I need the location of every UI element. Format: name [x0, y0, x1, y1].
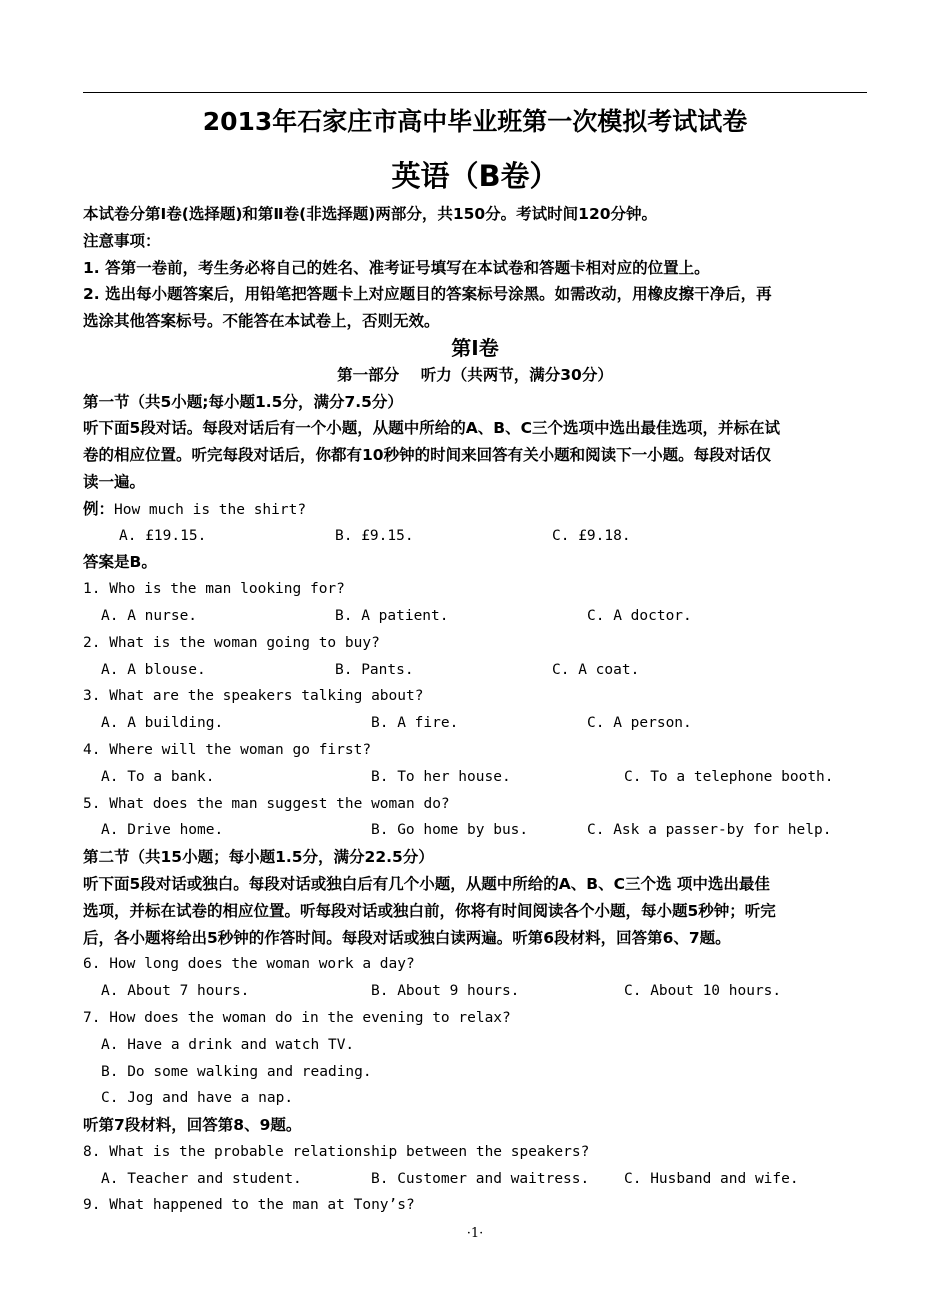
notice-item-1: 1. 答第一卷前，考生务必将自己的姓名、准考证号填写在本试卷和答题卡相对应的位置上。 — [83, 258, 710, 277]
material-7-instruction: 听第7段材料，回答第8、9题。 — [83, 1116, 302, 1135]
question-7-option-a: A. Have a drink and watch TV. — [101, 1036, 355, 1053]
question-9: 9. What happened to the man at Tony’s? — [83, 1197, 415, 1214]
option-a: A. About 7 hours. — [101, 983, 250, 1000]
question-7: 7. How does the woman do in the evening to relax? — [83, 1009, 511, 1026]
example-option-a: A. £19.15. — [119, 527, 207, 544]
section-2-instructions-cont: 选项，并标在试卷的相应位置。听每段对话或独白前，你将有时间阅读各个小题，每小题5秒钟；听完 — [83, 901, 776, 920]
notice-item-2-cont: 选涂其他答案标号。不能答在本试卷上，否则无效。 — [83, 312, 440, 331]
question-7-option-c: C. Jog and have a nap. — [101, 1090, 294, 1107]
section-instructions-cont: 卷的相应位置。听完每段对话后，你都有10秒钟的时间来回答有关小题和阅读下一小题。每段对话仅 — [83, 446, 772, 465]
option-b: B. Pants. — [335, 661, 414, 678]
question-5-options — [83, 817, 873, 844]
option-b: B. A patient. — [335, 607, 449, 624]
example-question: 例：How much is the shirt? — [83, 499, 307, 518]
option-b: B. To her house. — [371, 768, 511, 785]
option-a: A. Teacher and student. — [101, 1170, 302, 1187]
exam-title: 2013年石家庄市高中毕业班第一次模拟考试试卷 — [202, 107, 748, 136]
example-answer: 答案是B。 — [83, 553, 157, 572]
question-3-options — [83, 710, 873, 737]
section-2-title: 第二节（共15小题；每小题1.5分，满分22.5分） — [83, 848, 434, 867]
question-4: 4. Where will the woman go first? — [83, 741, 372, 758]
exam-subtitle: 英语（B卷） — [391, 159, 559, 193]
option-c: C. To a telephone booth. — [624, 768, 834, 785]
header-rule — [83, 92, 867, 93]
option-b: B. A fire. — [371, 715, 459, 732]
option-a: A. A nurse. — [101, 607, 198, 624]
option-b: B. Go home by bus. — [371, 822, 529, 839]
option-a: A. Drive home. — [101, 822, 224, 839]
option-b: B. Customer and waitress. — [371, 1170, 590, 1187]
notice-heading: 注意事项： — [83, 231, 161, 250]
exam-body — [83, 201, 873, 1219]
section-2-instructions-end: 后，各小题将给出5秒钟的作答时间。每段对话或独白读两遍。听第6段材料，回答第6、7题。 — [83, 928, 731, 947]
question-1: 1. Who is the man looking for? — [83, 581, 345, 598]
option-c: C. Husband and wife. — [624, 1170, 799, 1187]
question-7-option-b: B. Do some walking and reading. — [101, 1063, 372, 1080]
option-a: A. To a bank. — [101, 768, 215, 785]
question-5: 5. What does the man suggest the woman do? — [83, 795, 450, 812]
question-1-options — [83, 603, 873, 630]
question-8: 8. What is the probable relationship between the speakers? — [83, 1143, 590, 1160]
option-c: C. Ask a passer-by for help. — [587, 822, 832, 839]
question-6: 6. How long does the woman work a day? — [83, 956, 415, 973]
option-b: B. About 9 hours. — [371, 983, 520, 1000]
section-instructions-end: 读一遍。 — [83, 472, 146, 491]
option-c: C. A person. — [587, 715, 692, 732]
question-8-options — [83, 1166, 873, 1193]
volume-title: 第Ⅰ卷 — [451, 335, 499, 360]
section-title: 第一节（共5小题;每小题1.5分，满分7.5分） — [83, 392, 403, 411]
question-3: 3. What are the speakers talking about? — [83, 688, 424, 705]
section-2-instructions: 听下面5段对话或独白。每段对话或独白后有几个小题，从题中所给的A、B、C三个选 项中选出最佳 — [83, 874, 770, 893]
example-option-b: B. £9.15. — [335, 527, 414, 544]
question-2: 2. What is the woman going to buy? — [83, 634, 380, 651]
option-a: A. A building. — [101, 715, 224, 732]
option-a: A. A blouse. — [101, 661, 206, 678]
section-instructions: 听下面5段对话。每段对话后有一个小题，从题中所给的A、B、C三个选项中选出最佳选项，并标在试 — [83, 419, 780, 438]
question-4-options — [83, 764, 873, 791]
option-c: C. A doctor. — [587, 607, 692, 624]
example-option-c: C. £9.18. — [552, 527, 631, 544]
question-2-options — [83, 657, 873, 684]
option-c: C. A coat. — [552, 661, 640, 678]
question-6-options — [83, 978, 873, 1005]
page-number: ·1· — [466, 1226, 484, 1241]
option-c: C. About 10 hours. — [624, 983, 782, 1000]
part-title: 第一部分 听力（共两节，满分30分） — [337, 365, 613, 384]
notice-item-2: 2. 选出每小题答案后，用铅笔把答题卡上对应题目的答案标号涂黑。如需改动，用橡皮擦干净后，再 — [83, 285, 772, 304]
example-options — [83, 523, 873, 550]
intro-line: 本试卷分第Ⅰ卷(选择题)和第Ⅱ卷(非选择题)两部分，共150分。考试时间120分钟。 — [83, 205, 658, 223]
